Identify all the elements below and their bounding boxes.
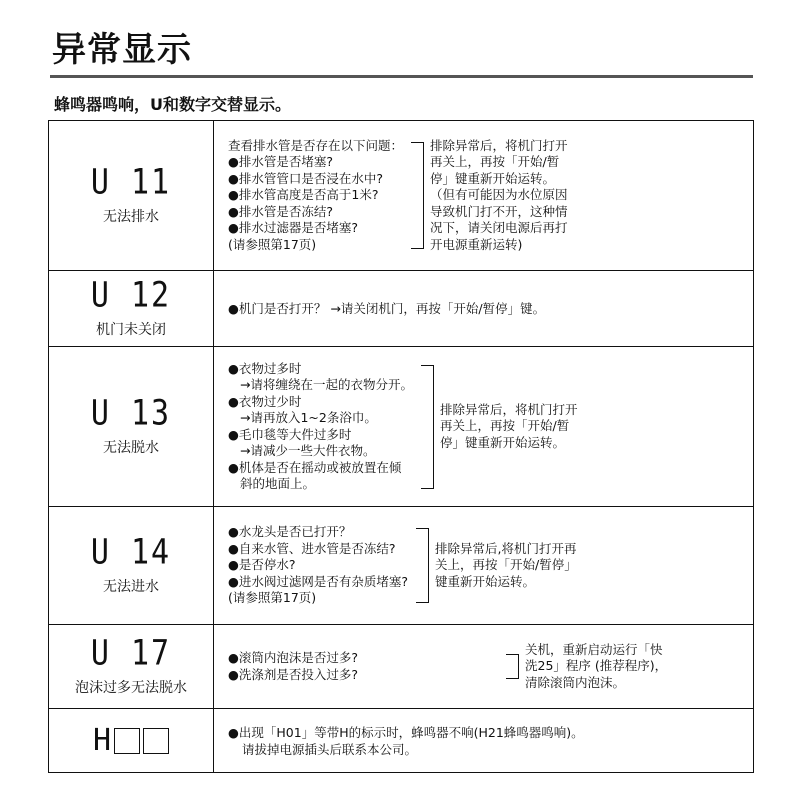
check-line: →请减少一些大件衣物。 — [240, 443, 376, 458]
remedy-line: 再关上，再按「开始/暂 — [439, 418, 570, 434]
check-line: ●排水过滤器是否堵塞? — [228, 220, 359, 236]
remedy-line: 关上，再按「开始/暂停」 — [435, 557, 577, 573]
error-meaning: 泡沫过多无法脱水 — [75, 679, 187, 696]
error-code: H — [92, 723, 112, 758]
error-code: U 13 — [90, 392, 172, 434]
description-text — [214, 724, 753, 758]
error-code: U 11 — [90, 161, 172, 203]
check-list — [228, 524, 408, 607]
remedy-text — [430, 138, 640, 254]
check-list — [228, 650, 498, 683]
remedy-line: 停」键重新开始运转。 — [430, 170, 556, 186]
description-cell — [214, 507, 754, 625]
check-line: (请参照第17页) — [228, 236, 317, 252]
remedy-text — [525, 642, 735, 692]
error-meaning: 无法进水 — [103, 578, 159, 595]
remedy-text — [435, 541, 645, 591]
bracket-connector — [421, 365, 434, 489]
error-code-table — [48, 120, 754, 773]
check-line: ●衣物过少时 — [228, 393, 302, 409]
table-row — [49, 347, 754, 507]
error-code: U 14 — [90, 531, 172, 573]
check-line: →请再放入1~2条浴巾。 — [240, 410, 377, 425]
digit-placeholder-box — [143, 728, 169, 754]
check-line: ●滚筒内泡沫是否过多? — [228, 650, 359, 665]
remedy-line: 停」键重新开始运转。 — [439, 434, 565, 450]
bracket-connector — [506, 654, 519, 680]
check-line: ●排水管管口是否浸在水中? — [228, 170, 384, 186]
table-row — [49, 709, 754, 773]
code-cell — [49, 709, 214, 773]
remedy-line: 洗25」程序 (推荐程序)， — [525, 658, 668, 674]
remedy-line: 再关上，再按「开始/暂 — [430, 154, 560, 170]
description-cell — [214, 121, 754, 271]
remedy-line: 导致机门打不开，这种情 — [430, 203, 568, 219]
remedy-line: 开电源重新运转) — [430, 236, 523, 252]
remedy-line: 清除滚筒内泡沫。 — [525, 674, 626, 690]
check-list — [228, 361, 413, 493]
table-row — [49, 271, 754, 347]
check-line: ●衣物过多时 — [228, 360, 302, 376]
check-line: ●自来水管、进水管是否冻结? — [228, 540, 396, 556]
page-title: 异常显示 — [52, 30, 192, 70]
code-cell — [49, 271, 214, 347]
description-cell — [214, 709, 754, 773]
check-line: 斜的地面上。 — [240, 476, 316, 491]
error-code: U 12 — [90, 274, 172, 316]
remedy-line: 关机，重新启动运行「快 — [525, 641, 663, 657]
check-line: ●机体是否在摇动或被放置在倾 — [228, 459, 402, 475]
code-cell — [49, 625, 214, 709]
check-line: →请将缠绕在一起的衣物分开。 — [240, 377, 413, 392]
check-line: ●是否停水? — [228, 557, 296, 573]
remedy-text — [440, 402, 650, 452]
remedy-line: 键重新开始运转。 — [435, 573, 536, 589]
code-cell — [49, 121, 214, 271]
check-line: ●排水管高度是否高于1米? — [228, 187, 379, 203]
table-row — [49, 625, 754, 709]
description-cell — [214, 271, 754, 347]
check-line: 查看排水管是否存在以下问题： — [228, 137, 404, 153]
table-row — [49, 507, 754, 625]
check-list — [228, 138, 403, 254]
description-line: 请拔掉电源插头后联系本公司。 — [242, 741, 418, 757]
check-line: ●排水管是否堵塞? — [228, 154, 334, 170]
remedy-line: 排除异常后，将机门打开 — [439, 401, 578, 417]
description-cell — [214, 347, 754, 507]
code-cell — [49, 507, 214, 625]
check-line: ●洗涤剂是否投入过多? — [228, 666, 359, 682]
page-subtitle: 蜂鸣器鸣响，U和数字交替显示。 — [54, 95, 291, 114]
title-underline — [50, 75, 753, 78]
remedy-line: 况下，请关闭电源后再打 — [430, 220, 568, 236]
check-line: (请参照第17页) — [228, 590, 317, 606]
check-line: ●毛巾毯等大件过多时 — [228, 426, 352, 442]
bracket-connector — [411, 142, 424, 250]
bracket-connector — [416, 528, 429, 603]
remedy-line: （但有可能因为水位原因 — [430, 187, 568, 203]
table-row — [49, 121, 754, 271]
error-code: U 17 — [90, 632, 172, 674]
remedy-line: 排除异常后，将机门打开 — [430, 137, 568, 153]
digit-placeholder-box — [114, 728, 140, 754]
check-line: ●水龙头是否已打开？ — [228, 524, 352, 540]
error-meaning: 机门未关闭 — [96, 321, 166, 338]
remedy-line: 排除异常后,将机门打开再 — [435, 540, 577, 556]
error-meaning: 无法排水 — [103, 208, 159, 225]
check-line: ●排水管是否冻结? — [228, 203, 334, 219]
code-cell — [49, 347, 214, 507]
description-line: ●出现「H01」等带H的标示时，蜂鸣器不响(H21蜂鸣器鸣响)。 — [228, 724, 584, 740]
check-line: ●进水阀过滤网是否有杂质堵塞? — [228, 573, 409, 589]
description-text: ●机门是否打开？ →请关闭机门，再按「开始/暂停」键。 — [228, 301, 546, 316]
error-meaning: 无法脱水 — [103, 439, 159, 456]
description-cell — [214, 625, 754, 709]
